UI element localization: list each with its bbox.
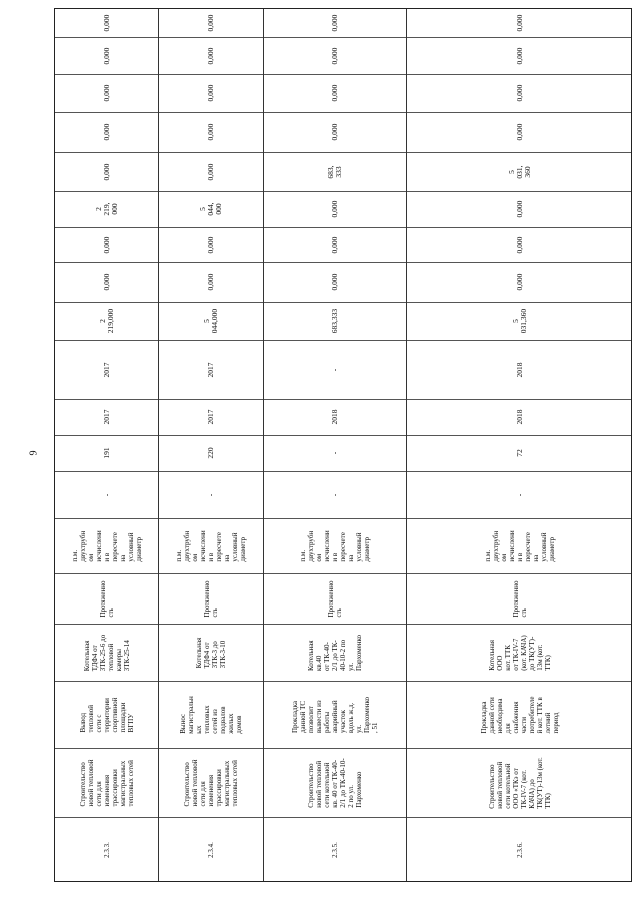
column-separator <box>55 435 631 436</box>
table-cell: 683,333 <box>329 308 339 334</box>
table-cell: 0,000 <box>101 273 111 291</box>
table-cell: 2017 <box>101 409 111 425</box>
column-separator <box>55 112 631 113</box>
table-cell: 2.3.6. <box>515 842 524 858</box>
table-cell: 0,000 <box>205 123 215 141</box>
table-cell: 2018 <box>329 409 339 425</box>
table-cell: 0,000 <box>514 236 524 253</box>
table-cell: Строительство новой тепловой сети котельной кв. 40 от ТК-40- 2/1 до ТК-40-10- 2 по ул. Пархоменко <box>306 757 363 808</box>
table-cell: 0,000 <box>329 236 339 253</box>
column-separator <box>55 471 631 472</box>
table-cell: - <box>329 493 339 496</box>
column-separator <box>55 74 631 75</box>
table-cell: 0,000 <box>101 123 111 141</box>
table-cell: - <box>329 368 339 371</box>
table-cell: Прокладка данной ТС позволит вывести из работы аварийный участок вдоль ж.д. ул. Пархоменко , 51 <box>290 696 379 733</box>
table-cell: 220 <box>205 447 215 459</box>
table-cell: 5 044, 000 <box>197 202 223 216</box>
table-cell: 0,000 <box>205 273 215 291</box>
table-cell: 0,000 <box>101 47 111 64</box>
table-cell: 0,000 <box>101 236 111 253</box>
column-separator <box>55 399 631 400</box>
table-cell: 0,000 <box>329 273 339 291</box>
table-cell: 0,000 <box>329 123 339 141</box>
table-cell: Котельная кв.40 от ТК-40- 2/1 до ТК- 40-10-2 по ул. Пархоменко <box>306 634 363 671</box>
table-cell: п.м. двухтрубн ом исчислени и в пересчете на условный диаметр <box>483 529 556 562</box>
table-cell: п.м. двухтрубн ом исчислени и в пересчете на условный диаметр <box>174 529 247 562</box>
table-cell: Протяженно сть <box>98 580 115 617</box>
table-cell: 0,000 <box>101 84 111 102</box>
table-cell: п.м. двухтрубн ом исчислени и в пересчете на условный диаметр <box>70 529 143 562</box>
table-cell: Котельная ООО кот. ТТК от ТК-IV-7 (кот. КАЧА) до ТК(УТ)- 13м (кот. ТТК) <box>487 634 552 671</box>
data-table <box>54 8 632 882</box>
table-cell: 0,000 <box>329 14 339 32</box>
table-cell: - <box>514 493 524 496</box>
table-cell: 0,000 <box>514 14 524 32</box>
table-cell: 0,000 <box>329 200 339 218</box>
table-cell: 2018 <box>514 409 524 425</box>
table-cell: 0,000 <box>514 84 524 102</box>
table-cell: 0,000 <box>205 84 215 102</box>
table-cell: Котельная ТДФ4 от ЗТК-3 до ЗТК-3-10 <box>194 637 227 668</box>
table-cell: 0,000 <box>205 236 215 253</box>
column-separator <box>55 573 631 574</box>
table-cell: Вынос магистральн ых тепловых сетей из подвалов жилых домов <box>178 695 243 734</box>
table-cell: - <box>101 493 111 496</box>
table-cell: 0,000 <box>101 14 111 32</box>
column-separator <box>55 191 631 192</box>
table-cell: 0,000 <box>514 123 524 141</box>
table-cell: 0,000 <box>329 84 339 102</box>
table-cell: 0,000 <box>205 163 215 180</box>
column-separator <box>55 152 631 153</box>
table-cell: - <box>205 493 215 496</box>
table-cell: Протяженно сть <box>202 580 219 617</box>
table-cell: 2017 <box>205 409 215 425</box>
table-cell: 0,000 <box>101 163 111 180</box>
table-cell: 191 <box>101 447 111 459</box>
table-cell: - <box>329 451 339 455</box>
table-cell: Строительство новой тепловой сети котельной ООО «ТКэ от ТК-IV-7 (кот. КАЧА) до ТК(УТ)-13м (кот. ТТК) <box>487 756 552 809</box>
column-separator <box>55 681 631 682</box>
page-number: 9 <box>28 450 40 456</box>
table-cell: 0,000 <box>514 273 524 291</box>
column-separator <box>55 37 631 38</box>
table-cell: 0,000 <box>205 14 215 32</box>
row-separator <box>263 9 264 881</box>
table-cell: 2.3.3. <box>102 842 111 858</box>
table-cell: Котельная ТДФ4 от ЗТК-25-6 до тепловой камеры ЗТК-25-14 <box>82 634 131 671</box>
column-separator <box>55 227 631 228</box>
column-separator <box>55 302 631 303</box>
table-cell: Вывод тепловой сети с территории спортивной площадки ВГПУ <box>78 697 135 732</box>
table-cell: 2017 <box>205 362 215 377</box>
column-separator <box>55 262 631 263</box>
column-separator <box>55 748 631 749</box>
table-cell: 683, 333 <box>325 164 343 179</box>
row-separator <box>406 9 407 881</box>
table-cell: 0,000 <box>514 200 524 218</box>
table-cell: 5 031, 360 <box>506 164 532 179</box>
table-cell: 5 044,000 <box>201 308 219 334</box>
table-cell: 0,000 <box>329 47 339 64</box>
table-cell: 2.3.4. <box>206 842 215 858</box>
table-cell: Строительство новой тепловой сети для изменения трассировки магистральных тепловых сетей <box>182 759 239 806</box>
table-cell: 2017 <box>101 362 111 377</box>
table-cell: 0,000 <box>514 47 524 64</box>
table-cell: 72 <box>514 449 524 457</box>
table-cell: п.м. двухтрубн ом исчислени и в пересчете на условный диаметр <box>298 529 371 562</box>
column-separator <box>55 817 631 818</box>
table-cell: Протяженно сть <box>511 580 528 617</box>
table-cell: Прокладка данной сети необходима для снабжения части потребителе й кот. ТТК в летний период <box>479 696 560 733</box>
table-cell: 2 219,000 <box>97 308 115 334</box>
row-separator <box>158 9 159 881</box>
table-cell: 2.3.5. <box>330 842 339 858</box>
table-cell: 0,000 <box>205 47 215 64</box>
table-cell: Строительство новой тепловой сети для изменения трассировки магистральных тепловых сетей <box>78 759 135 806</box>
table-cell: 2 219, 000 <box>93 202 119 216</box>
table-cell: Протяженно сть <box>326 580 343 617</box>
column-separator <box>55 340 631 341</box>
column-separator <box>55 624 631 625</box>
table-cell: 5 031,360 <box>510 308 528 334</box>
table-cell: 2018 <box>514 362 524 377</box>
column-separator <box>55 518 631 519</box>
